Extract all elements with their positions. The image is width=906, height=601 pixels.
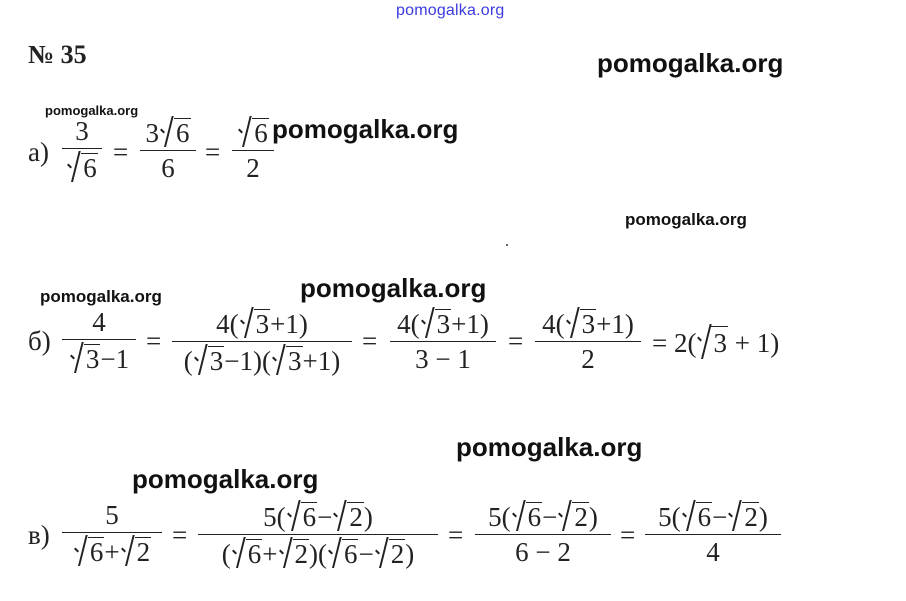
equals-sign: = (205, 137, 221, 167)
part-a-fraction-2: 3 6 6 (140, 118, 196, 182)
watermark: pomogalka.org (272, 114, 459, 144)
watermark-top-link[interactable]: pomogalka.org (396, 2, 505, 19)
part-b-result: = 2( 3 + 1) (652, 328, 780, 358)
part-c-fraction-3: 5( 6− 2) 6 − 2 (475, 502, 611, 566)
part-a-fraction-1: 3 6 (62, 118, 102, 182)
equals-sign: = (362, 326, 378, 356)
part-c-label: в) (28, 520, 50, 550)
equals-sign: = (448, 520, 464, 550)
part-b-fraction-3: 4( 3+1) 3 − 1 (390, 309, 496, 373)
part-b-fraction-2: 4( 3+1) ( 3−1)( 3+1) (172, 309, 352, 375)
watermark: pomogalka.org (300, 273, 487, 303)
watermark: pomogalka.org (456, 432, 643, 462)
part-b-fraction-1: 4 3−1 (62, 309, 136, 373)
part-c-fraction-4: 5( 6− 2) 4 (645, 502, 781, 566)
watermark: pomogalka.org (597, 48, 784, 78)
equals-sign: = (620, 520, 636, 550)
watermark: pomogalka.org (40, 287, 162, 306)
stray-dot (506, 244, 508, 246)
equals-sign: = (146, 326, 162, 356)
equals-sign: = (508, 326, 524, 356)
watermark: pomogalka.org (625, 210, 747, 229)
watermark: pomogalka.org (132, 464, 319, 494)
part-b-fraction-4: 4( 3+1) 2 (535, 309, 641, 373)
part-a-label: а) (28, 137, 49, 167)
part-c-fraction-2: 5( 6− 2) ( 6+ 2)( 6− 2) (198, 502, 438, 568)
part-c-fraction-1: 5 6+ 2 (62, 502, 162, 566)
equals-sign: = (113, 137, 129, 167)
problem-number: № 35 (28, 40, 87, 69)
part-b-label: б) (28, 326, 51, 356)
equals-sign: = (172, 520, 188, 550)
part-a-fraction-3: 6 2 (232, 118, 274, 182)
watermark: pomogalka.org (45, 103, 139, 118)
